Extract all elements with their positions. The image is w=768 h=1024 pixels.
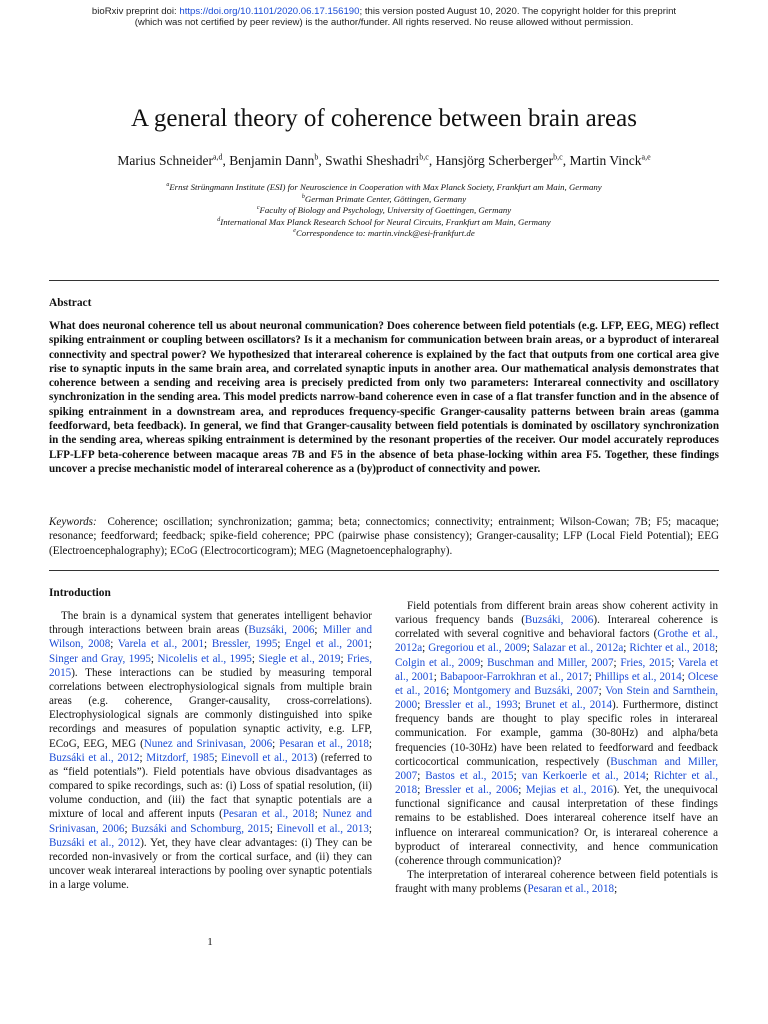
citation-link[interactable]: Nicolelis et al., 1995 <box>157 652 252 665</box>
body-text: ; <box>204 638 212 651</box>
affil-sup: e <box>293 228 296 235</box>
affil-text: Correspondence to: martin.vinck@esi-frankfurt.de <box>295 228 475 239</box>
body-text: ). Furthermore, distinct frequency bands are thought to play specific roles in interareal communication. For example, gamma (30-80Hz) and alpha/beta frequencies (10-30Hz) have been related to feedforward and feedback corticocortical communication, respectively ( <box>395 699 719 768</box>
body-text: ; <box>269 822 277 835</box>
citation-link[interactable]: Buzsáki, 2006 <box>524 614 594 627</box>
body-text: ; <box>368 822 373 835</box>
citation-link[interactable]: Miller and Wilson, 2008 <box>49 624 372 651</box>
citation-link[interactable]: Buzsáki et al., 2012 <box>49 836 141 849</box>
author: Hansjörg Scherberger <box>435 153 554 168</box>
citation-link[interactable]: Mejias et al., 2016 <box>525 784 614 797</box>
doi-link[interactable]: https://doi.org/10.1101/2020.06.17.156190 <box>179 6 360 17</box>
citation-link[interactable]: Nunez and Srinivasan, 2006 <box>143 737 273 750</box>
citation-link[interactable]: Singer and Gray, 1995 <box>49 652 151 665</box>
author: Swathi Sheshadri <box>325 153 420 168</box>
body-text: Field potentials from different brain areas show coherent activity in various frequency bands ( <box>395 600 718 627</box>
affiliation <box>0 228 768 240</box>
body-text: ; <box>368 737 373 750</box>
keywords-text: Coherence; oscillation; synchronization; gamma; beta; connectomics; connectivity; entrainment; Wilson-Cowan; 7B; F5; macaque; resonance; feedforward; feedback; spike-field coherence; PPC (pairwise phase consistency); Granger-causality; LFP (Local Field Potential); EEG (Electroencephalography); ECoG (Electrocorticogram); MEG (Magnetoencephalography). <box>49 516 720 557</box>
citation-link[interactable]: Pesaran et al., 2018 <box>527 883 615 896</box>
citation-link[interactable]: Siegle et al., 2019 <box>258 652 341 665</box>
preprint-header <box>0 6 768 28</box>
affiliation <box>0 217 768 229</box>
paper-title: A general theory of coherence between brain areas <box>131 105 637 132</box>
citation-link[interactable]: Richter et al., 2018 <box>629 642 715 655</box>
body-text: ; <box>124 822 132 835</box>
citation-link[interactable]: Montgomery and Buzsáki, 2007 <box>452 684 599 697</box>
affiliation <box>0 194 768 206</box>
citation-link[interactable]: Grothe et al., 2012a <box>395 628 718 655</box>
body-text: ; <box>645 769 654 782</box>
citation-link[interactable]: Olcese et al., 2016 <box>395 670 719 697</box>
body-text: ; <box>598 684 606 697</box>
body-text: ; <box>623 642 630 655</box>
citation-link[interactable]: Pesaran et al., 2018 <box>279 737 369 750</box>
intro-paragraph-1 <box>49 609 372 892</box>
preprint-line-2: (which was not certified by peer review) is the author/funder. All rights reserved. No reuse allowed without permission. <box>134 17 634 28</box>
citation-link[interactable]: Fries, 2015 <box>620 656 672 669</box>
body-text: ; <box>417 784 425 797</box>
author: Martin Vinck <box>569 153 642 168</box>
affil-text: International Max Planck Research School for Neural Circuits, Frankfurt am Main, Germany <box>220 216 551 227</box>
body-text: ; <box>588 670 595 683</box>
affiliation <box>0 182 768 194</box>
citation-link[interactable]: Einevoll et al., 2013 <box>276 822 369 835</box>
citation-link[interactable]: Richter et al., 2018 <box>395 769 719 797</box>
preprint-line-1 <box>0 6 768 17</box>
citation-link[interactable]: Buzsáki, 2006 <box>248 624 315 637</box>
body-text: ; <box>110 638 118 651</box>
body-text: ; <box>614 883 618 896</box>
affil-sup: d <box>217 216 221 223</box>
citation-link[interactable]: Bastos et al., 2015 <box>425 769 514 782</box>
citation-link[interactable]: van Kerkoerle et al., 2014 <box>521 769 646 782</box>
body-text: ; <box>517 699 526 712</box>
author-affil-sup: a,d <box>212 152 223 162</box>
body-text: The brain is a dynamical system that generates intelligent behavior through interactions between brain areas ( <box>49 610 372 637</box>
citation-link[interactable]: Varela et al., 2001 <box>117 638 205 651</box>
body-text: ). Yet, the unequivocal functional significance and causal interpretation of these findings remains to be established. Does interareal coherence itself have an influence on interareal communication? Or, is interareal coherence a byproduct of interareal connectivity, and hence communication (coherence through communication)? <box>395 784 719 867</box>
citation-link[interactable]: Buzsáki et al., 2012 <box>49 751 140 764</box>
citation-link[interactable]: Engel et al., 2001 <box>285 638 369 651</box>
body-text: ). Interareal coherence is correlated with several cognitive and behavioral factors ( <box>395 614 718 641</box>
affil-sup: b <box>301 193 305 200</box>
body-text: ; <box>368 638 372 651</box>
intro-paragraph-3 <box>395 868 718 896</box>
body-text: ; <box>214 751 222 764</box>
body-text: ; <box>340 652 348 665</box>
body-text: ; <box>251 652 259 665</box>
abstract-bottom-rule <box>49 570 719 571</box>
citation-link[interactable]: Einevoll et al., 2013 <box>221 751 314 764</box>
body-text: ; <box>314 808 323 821</box>
citation-link[interactable]: Buschman and Miller, 2007 <box>395 755 718 782</box>
citation-link[interactable]: Bressler, 1995 <box>211 638 278 651</box>
citation-link[interactable]: Fries, 2015 <box>49 652 372 679</box>
keywords-label: Keywords: <box>49 516 97 528</box>
citation-link[interactable]: Gregoriou et al., 2009 <box>428 642 527 655</box>
citation-link[interactable]: Varela et al., 2001 <box>395 656 719 683</box>
affil-text: Faculty of Biology and Psychology, University of Goettingen, Germany <box>259 205 512 216</box>
page-number: 1 <box>207 936 213 948</box>
body-text: ; <box>681 670 688 683</box>
citation-link[interactable]: Brunet et al., 2014 <box>525 699 612 712</box>
body-text: ; <box>417 699 425 712</box>
author: Benjamin Dann <box>229 153 315 168</box>
affil-sup: a <box>166 182 170 189</box>
author-affil-sup: b,c <box>553 152 563 162</box>
affil-sup: c <box>256 205 260 212</box>
body-text: The interpretation of interareal coherence between field potentials is fraught with many problems ( <box>395 868 718 896</box>
body-text: ; <box>272 737 280 750</box>
author-list: Marius Schneider$^{a,d}$, Benjamin Dann$^b$, Swathi Sheshadri$^{b,c}$, Hansjörg Scherberger$^{b,c}$, Martin Vinck$^{a,e}$ <box>117 152 651 168</box>
author-affil-sup: a,e <box>641 152 651 162</box>
body-text: ; <box>139 751 147 764</box>
section-heading-introduction: Introduction <box>49 587 111 599</box>
citation-link[interactable]: Nunez and Srinivasan, 2006 <box>49 808 372 835</box>
body-text: ; <box>433 670 440 683</box>
body-text: ; <box>671 656 678 669</box>
citation-link[interactable]: Buschman and Miller, 2007 <box>487 656 614 669</box>
column-right <box>395 599 718 896</box>
citation-link[interactable]: Bressler et al., 2006 <box>424 784 519 797</box>
citation-link[interactable]: Salazar et al., 2012a <box>532 642 624 655</box>
abstract-heading: Abstract <box>49 297 92 309</box>
body-text: ; <box>422 642 429 655</box>
affil-text: German Primate Center, Göttingen, Germany <box>304 193 467 204</box>
body-text: ). Yet, they have clear advantages: (i) They can be recorded non-invasively or from the cortical surface, and (ii) they can uncover weak interareal interactions by pooling over synaptic potentials in a large volume. <box>49 836 372 892</box>
citation-link[interactable]: Colgin et al., 2009 <box>395 656 481 669</box>
abstract-top-rule <box>49 280 719 281</box>
abstract-text: What does neuronal coherence tell us about neuronal communication? Does coherence between field potentials (e.g. LFP, EEG, MEG) reflect spiking entrainment or coupling between oscillators? Is it a mechanism for communication between brain areas, or a byproduct of interareal connectivity and spectral power? We hypothesized that interareal coherence is explained by the fact that outputs from one cortical area give rise to synaptic inputs in the same brain area, and correlated synaptic inputs in another area. Our mathematical analysis demonstrates that coherence between a sending and receiving area is precisely predicted from only two parameters: Interareal connectivity and oscillatory synchronization in the sending area. This model predicts narrow-band coherence even in case of a flat transfer function and in the absence of spiking entrainment in a downstream area, and reproduces frequency-specific Granger-causality patterns between brain areas (gamma feedforward, beta feedback). In general, we find that Granger-causality between field potentials is dominated by oscillatory synchronization in the sending area, whereas spiking entrainment is determined by the resonant properties of the receiver. Our model accurately reproduces LFP-LFP beta-coherence between macaque areas 7B and F5 in the absence of beta phase-locking within area F5. Together, these findings uncover a precise mechanistic model of interareal coherence as a (by)product of connectivity and power. <box>49 320 719 475</box>
body-text: ; <box>526 642 533 655</box>
body-text: ; <box>277 638 286 651</box>
intro-paragraph-2 <box>395 599 718 868</box>
author-affil-sup: b <box>314 152 319 162</box>
body-text: ; <box>480 656 488 669</box>
citation-link[interactable]: Pesaran et al., 2018 <box>222 808 315 821</box>
body-text: ; <box>314 624 323 637</box>
citation-link[interactable]: Bressler et al., 1993 <box>424 699 518 712</box>
body-text: ; <box>417 769 426 782</box>
citation-link[interactable]: Buzsáki and Schomburg, 2015 <box>131 822 270 835</box>
citation-link[interactable]: Mitzdorf, 1985 <box>146 751 215 764</box>
body-text: ; <box>613 656 621 669</box>
body-text: ) (referred to as “field potentials”). Field potentials have obvious disadvantages as compared to spike recordings, such as: (i) Loss of spatial resolution, (ii) volume conduction, and (iii) the fact that synaptic potentials are a mixture of local and afferent inputs ( <box>49 751 372 821</box>
author-affil-sup: b,c <box>419 152 429 162</box>
body-text: ; <box>446 684 453 697</box>
citation-link[interactable]: Von Stein and Sarnthein, 2000 <box>395 684 719 712</box>
affil-text: Ernst Strüngmann Institute (ESI) for Neuroscience in Cooperation with Max Planck Society, Frankfurt am Main, Germany <box>169 182 602 192</box>
body-text: ; <box>150 652 158 665</box>
copyright-note: ; this version posted August 10, 2020. The copyright holder for this preprint <box>359 6 677 17</box>
body-text: ; <box>518 784 526 797</box>
author: Marius Schneider <box>117 153 213 168</box>
body-text: ; <box>714 642 718 655</box>
affiliations <box>0 182 768 240</box>
keywords <box>49 515 719 558</box>
affiliation <box>0 205 768 217</box>
body-text: ; <box>513 769 522 782</box>
preprint-label: bioRxiv preprint doi: <box>91 6 180 17</box>
citation-link[interactable]: Phillips et al., 2014 <box>594 670 682 683</box>
column-left <box>49 586 372 892</box>
body-text: ). These interactions can be studied by measuring temporal correlations between electrophysiological signals from multiple brain areas (e.g. coherence, Granger-causality, cross-correlations). Electrophysiological signals are commonly distinguished into spike recordings and measures of population synaptic activity, e.g. LFP, ECoG, EEG, MEG ( <box>49 666 372 750</box>
citation-link[interactable]: Babapoor-Farrokhran et al., 2017 <box>439 670 589 683</box>
